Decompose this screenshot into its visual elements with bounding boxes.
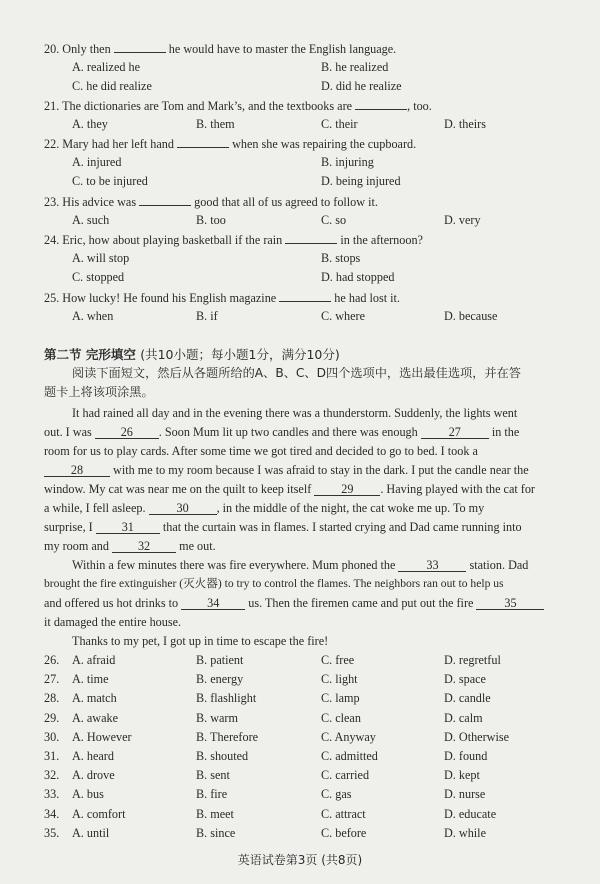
question-stem-end: good that all of us agreed to follow it. <box>194 195 378 209</box>
section-title-note: (共10小题；每小题1分，满分10分) <box>140 347 340 362</box>
option-c: C. before <box>321 825 367 840</box>
blank-32: 32 <box>112 540 176 553</box>
option-a: A. bus <box>72 787 104 802</box>
question-21 <box>44 97 432 114</box>
question-stem-end: , too. <box>407 99 432 113</box>
section-title <box>44 345 340 363</box>
passage-line: it damaged the entire house. <box>44 615 182 629</box>
option-c: C. free <box>321 653 355 667</box>
question-stem: The dictionaries are Tom and Mark’s, and the textbooks are <box>62 99 353 113</box>
option-b: B. warm <box>196 710 238 725</box>
option-d: D. candle <box>444 691 491 706</box>
option-b: B. meet <box>196 806 234 821</box>
blank-27: 27 <box>421 426 489 439</box>
option-d: D. had stopped <box>321 270 395 284</box>
cloze-item-number: 30. <box>44 729 60 744</box>
option-d: D. because <box>444 309 498 323</box>
question-stem-end: he would have to master the English language. <box>168 42 397 56</box>
option-d: D. regretful <box>444 653 501 667</box>
answer-blank <box>279 289 331 302</box>
option-d: D. educate <box>444 806 497 821</box>
passage-line: surprise, I 31 that the curtain was in flames. I started crying and Dad came running into <box>44 520 522 534</box>
question-number: 24. <box>44 233 60 247</box>
option-d: D. space <box>444 672 486 687</box>
option-c: C. to be injured <box>72 174 148 188</box>
passage-line: and offered us hot drinks to 34 us. Then the firemen came and put out the fire 35 <box>44 595 580 611</box>
question-stem: Only then <box>62 42 111 56</box>
cloze-item-number: 34. <box>44 806 60 821</box>
question-22 <box>44 135 416 152</box>
question-stem-end: he had lost it. <box>334 291 400 305</box>
passage-line: Within a few minutes there was fire everywhere. Mum phoned the 33 station. Dad <box>72 558 529 572</box>
option-b: B. injuring <box>321 155 374 169</box>
option-b: B. energy <box>196 672 244 687</box>
passage-line: window. My cat was near me on the quilt to keep itself 29 . Having played with the cat for <box>44 482 535 496</box>
question-stem: His advice was <box>62 195 137 209</box>
question-number: 25. <box>44 291 60 305</box>
option-d: D. calm <box>444 710 483 725</box>
option-c: C. clean <box>321 710 361 725</box>
answer-blank <box>355 97 407 110</box>
option-b: B. patient <box>196 653 244 667</box>
blank-35: 35 <box>476 597 544 610</box>
question-stem: Eric, how about playing basketball if the rain <box>62 233 283 247</box>
option-b: B. since <box>196 825 236 840</box>
option-a: A. drove <box>72 768 115 783</box>
option-b: B. flashlight <box>196 691 257 706</box>
option-c: C. lamp <box>321 691 360 706</box>
option-c: C. Anyway <box>321 729 376 744</box>
page-footer: 英语试卷第3页 (共8页) <box>237 853 363 867</box>
cloze-item-number: 32. <box>44 768 60 783</box>
option-c: C. where <box>321 309 365 323</box>
cloze-item-number: 31. <box>44 749 60 763</box>
blank-34: 34 <box>181 597 245 610</box>
cloze-item-number: 33. <box>44 787 60 802</box>
passage-line: my room and 32 me out. <box>44 539 216 553</box>
option-c: C. he did realize <box>72 79 152 93</box>
answer-blank <box>114 40 166 53</box>
option-a: A. time <box>72 672 109 687</box>
blank-31: 31 <box>96 521 160 534</box>
passage-line: Thanks to my pet, I got up in time to escape the fire! <box>72 634 329 648</box>
question-20 <box>44 40 396 57</box>
option-d: D. found <box>444 749 488 763</box>
instruction-line-2: 题卡上将该项涂黑。 <box>44 385 154 399</box>
option-d: D. did he realize <box>321 79 402 93</box>
option-a: A. match <box>72 691 117 706</box>
cloze-item-number: 26. <box>44 653 60 667</box>
option-c: C. so <box>321 213 347 227</box>
option-a: A. such <box>72 213 110 227</box>
question-24 <box>44 231 423 248</box>
question-25 <box>44 289 400 306</box>
answer-blank <box>139 193 191 206</box>
option-d: D. nurse <box>444 787 486 802</box>
option-b: B. them <box>196 117 235 131</box>
blank-29: 29 <box>314 483 380 496</box>
question-number: 21. <box>44 99 60 113</box>
option-b: B. sent <box>196 768 230 783</box>
blank-33: 33 <box>398 559 466 572</box>
option-a: A. will stop <box>72 251 130 265</box>
question-23 <box>44 193 378 210</box>
option-b: B. Therefore <box>196 729 259 744</box>
option-a: A. realized he <box>72 60 141 74</box>
passage-line: 28 with me to my room because I was afraid to stay in the dark. I put the candle near the <box>44 462 580 478</box>
option-c: C. light <box>321 672 358 687</box>
cloze-item-number: 35. <box>44 825 60 840</box>
option-c: C. admitted <box>321 749 378 763</box>
instruction-line-1: 阅读下面短文，然后从各题所给的A、B、C、D四个选项中，选出最佳选项，并在答 <box>72 366 521 380</box>
option-a: A. However <box>72 729 132 744</box>
answer-blank <box>285 231 337 244</box>
option-a: A. comfort <box>72 806 126 821</box>
option-a: A. awake <box>72 710 119 725</box>
option-b: B. too <box>196 213 226 227</box>
option-d: D. theirs <box>444 117 486 131</box>
option-b: B. he realized <box>321 60 389 74</box>
passage-line: It had rained all day and in the evening there was a thunderstorm. Suddenly, the lights went <box>72 406 518 420</box>
question-number: 22. <box>44 137 60 151</box>
cloze-item-number: 28. <box>44 691 60 706</box>
option-b: B. if <box>196 309 218 323</box>
blank-30: 30 <box>149 502 217 515</box>
option-b: B. stops <box>321 251 361 265</box>
answer-blank <box>177 135 229 148</box>
option-a: A. when <box>72 309 114 323</box>
blank-26: 26 <box>95 426 159 439</box>
question-stem: Mary had her left hand <box>62 137 174 151</box>
passage-line: brought the fire extinguisher (灭火器) to try to control the flames. The neighbors ran out to help us <box>44 577 504 590</box>
option-c: C. carried <box>321 768 370 783</box>
option-d: D. while <box>444 825 486 840</box>
option-c: C. attract <box>321 806 366 821</box>
option-c: C. gas <box>321 787 352 802</box>
option-a: A. heard <box>72 749 114 763</box>
section-title-text: 第二节 完形填空 <box>44 347 136 362</box>
cloze-item-number: 29. <box>44 710 60 725</box>
passage-line: a while, I fell asleep. 30 , in the middle of the night, the cat woke me up. To my <box>44 501 485 515</box>
question-stem-end: in the afternoon? <box>340 233 423 247</box>
option-d: D. being injured <box>321 174 401 188</box>
option-d: D. very <box>444 213 481 227</box>
question-number: 20. <box>44 42 60 56</box>
blank-28: 28 <box>44 464 110 477</box>
passage-line: out. I was 26 . Soon Mum lit up two candles and there was enough 27 in the <box>44 425 520 439</box>
option-a: A. injured <box>72 155 122 169</box>
option-c: C. their <box>321 117 358 131</box>
option-a: A. they <box>72 117 108 131</box>
question-number: 23. <box>44 195 60 209</box>
question-stem-end: when she was repairing the cupboard. <box>232 137 417 151</box>
option-b: B. fire <box>196 787 228 802</box>
option-a: A. afraid <box>72 653 116 667</box>
option-b: B. shouted <box>196 749 249 763</box>
question-stem: How lucky! He found his English magazine <box>62 291 277 305</box>
option-c: C. stopped <box>72 270 125 284</box>
passage-line: room for us to play cards. After some time we got tired and decided to go to bed. I took a <box>44 444 478 458</box>
option-d: D. Otherwise <box>444 729 509 744</box>
option-a: A. until <box>72 825 110 840</box>
cloze-item-number: 27. <box>44 672 60 687</box>
option-d: D. kept <box>444 768 480 783</box>
